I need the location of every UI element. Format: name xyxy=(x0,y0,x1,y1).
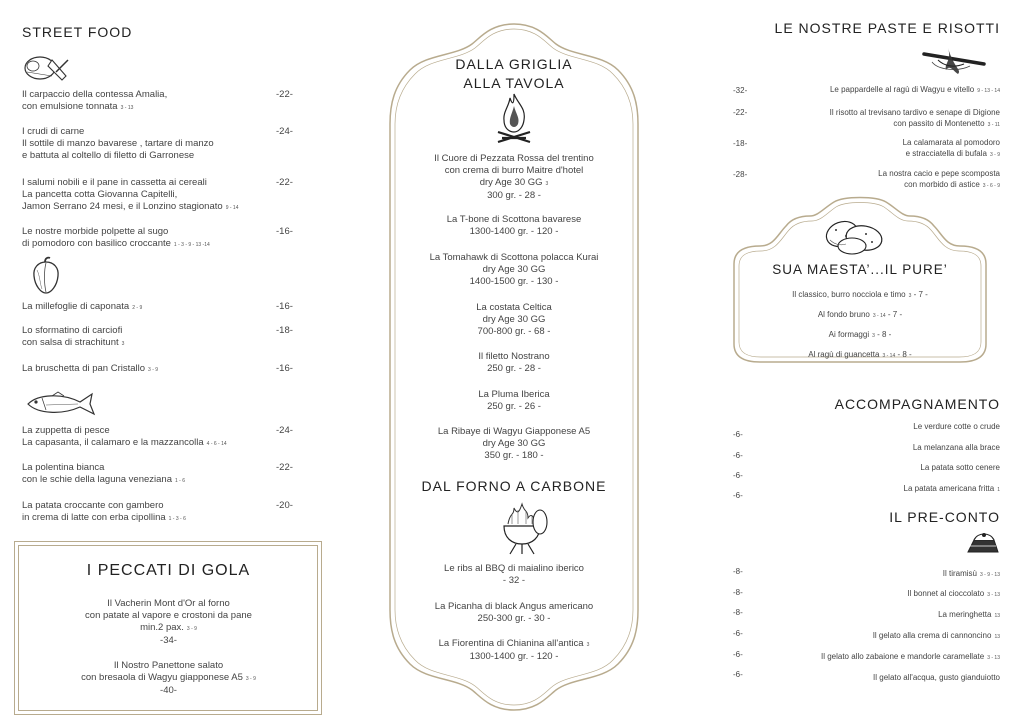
menu-item: Il Vacherin Mont d'Or al forno con patate al vapore e crostoni da pane min.2 pax. 3 - 9 -34- xyxy=(85,598,252,646)
griglia-title: DALLA GRIGLIA ALLA TAVOLA xyxy=(455,56,573,91)
menu-item: La patata americana fritta 1 xyxy=(903,484,1000,493)
pasta-icon xyxy=(918,42,992,76)
menu-item: La T-bone di Scottona bavarese 1300-1400 gr. - 120 - xyxy=(446,214,582,237)
menu-item: La Fiorentina di Chianina all'antica 3 1300-1400 gr. - 120 - xyxy=(438,638,590,662)
menu-item: Il Cuore di Pezzata Rossa del trentino con crema di burro Maitre d'hotel dry Age 30 GG 3 300 gr. - 28 - xyxy=(434,153,594,201)
menu-item: Le verdure cotte o crude xyxy=(913,422,1000,431)
price: -6- xyxy=(733,670,743,679)
menu-item: La melanzana alla brace xyxy=(912,443,1000,452)
menu-item: Il classico, burro nocciola e timo 3 - 7 - xyxy=(792,290,928,299)
price: -6- xyxy=(733,471,743,480)
ham-icon xyxy=(22,50,74,84)
price: -18- xyxy=(276,325,293,336)
price: -32- xyxy=(733,86,748,95)
price: -20- xyxy=(276,500,293,511)
pure-title: SUA MAESTA’...IL PURE’ xyxy=(772,262,948,277)
price: -6- xyxy=(733,451,743,460)
price: -24- xyxy=(276,425,293,436)
price: -6- xyxy=(733,650,743,659)
menu-item: La Picanha di black Angus americano 250-300 gr. - 30 - xyxy=(434,601,594,624)
menu-item: La patata croccante con gambero in crema di latte con erba cipollina 1 - 3 - 6 xyxy=(22,500,186,523)
menu-item: La nostra cacio e pepe scomposta con morbido di astice 3 - 6 - 9 xyxy=(878,169,1000,189)
menu-item: La Tomahawk di Scottona polacca Kurai dry Age 30 GG 1400-1500 gr. - 130 - xyxy=(429,252,599,287)
menu-item: La patata sotto cenere xyxy=(920,463,1000,472)
price: -22- xyxy=(276,462,293,473)
menu-item: Il risotto al trevisano tardivo e senape di Digione con passito di Montenetto 3 - 11 xyxy=(829,108,1000,128)
menu-item: La costata Celtica dry Age 30 GG 700-800 gr. - 68 - xyxy=(476,302,552,337)
campfire-icon xyxy=(494,92,534,146)
menu-item: La calamarata al pomodoro e stracciatella di bufala 3 - 9 xyxy=(902,138,1000,158)
price: -22- xyxy=(276,177,293,188)
menu-item: Il carpaccio della contessa Amalia, con emulsione tonnata 3 - 13 xyxy=(22,89,168,112)
pepper-icon xyxy=(28,256,64,296)
pre-conto-title: IL PRE-CONTO xyxy=(889,509,1000,525)
price: -28- xyxy=(733,170,748,179)
menu-item: Ai formaggi 3 - 8 - xyxy=(828,330,892,339)
price: -16- xyxy=(276,363,293,374)
price: -18- xyxy=(733,139,748,148)
price: -24- xyxy=(276,126,293,137)
peccati-title: I PECCATI DI GOLA xyxy=(86,562,251,579)
price: -6- xyxy=(733,491,743,500)
street-food-title: STREET FOOD xyxy=(22,24,133,40)
menu-item: I crudi di carne Il sottile di manzo bavarese , tartare di manzo e battuta al coltello di filetto di Garronese xyxy=(22,126,214,161)
menu-item: La bruschetta di pan Cristallo 3 - 9 xyxy=(22,363,159,374)
price: -22- xyxy=(733,108,748,117)
menu-item: La zuppetta di pesce La capasanta, il calamaro e la mazzancolla 4 - 6 - 14 xyxy=(22,425,227,448)
price: -8- xyxy=(733,588,743,597)
potatoes-icon xyxy=(822,210,886,256)
price: -8- xyxy=(733,567,743,576)
price: -6- xyxy=(733,629,743,638)
price: -6- xyxy=(733,430,743,439)
price: -16- xyxy=(276,301,293,312)
menu-item: Le nostre morbide polpette al sugo di pomodoro con basilico croccante 1 - 3 - 9 - 13 -14 xyxy=(22,226,210,249)
price: -22- xyxy=(276,89,293,100)
menu-item: La Ribaye di Wagyu Giapponese A5 dry Age 30 GG 350 gr. - 180 - xyxy=(437,426,591,461)
forno-title: DAL FORNO A CARBONE xyxy=(421,478,607,494)
menu-item: Il Nostro Panettone salato con bresaola di Wagyu giapponese A5 3 - 9 -40- xyxy=(81,660,256,696)
menu-item: Il gelato alla crema di cannoncino 13 xyxy=(872,631,1000,640)
menu-item: Il bonnet al cioccolato 3 - 13 xyxy=(907,589,1000,598)
menu-item: Al fondo bruno 3 - 14 - 7 - xyxy=(817,310,903,319)
menu-item: Al ragù di guancetta 3 - 14 - 8 - xyxy=(808,350,912,359)
menu-item: Il filetto Nostrano 250 gr. - 28 - xyxy=(478,351,550,374)
menu-item: Il tiramisù 3 - 9 - 13 xyxy=(942,569,1000,578)
menu-item: Lo sformatino di carciofi con salsa di strachitunt 3 xyxy=(22,325,125,348)
menu-item: La Pluma Iberica 250 gr. - 26 - xyxy=(478,389,550,412)
menu-item: La millefoglie di caponata 2 - 9 xyxy=(22,301,143,312)
menu-item: Il gelato allo zabaione e mandorle caramellate 3 - 13 xyxy=(820,652,1000,661)
dessert-icon xyxy=(966,530,1000,558)
menu-item: La meringhetta 13 xyxy=(938,610,1000,619)
menu-item: La polentina bianca con le schie della laguna veneziana 1 - 6 xyxy=(22,462,186,485)
paste-title: LE NOSTRE PASTE E RISOTTI xyxy=(774,20,1000,36)
accompagnamento-title: ACCOMPAGNAMENTO xyxy=(834,396,1000,412)
menu-item: Le ribs al BBQ di maialino iberico - 32 - xyxy=(444,563,584,586)
menu-item: Le pappardelle al ragù di Wagyu e vitello 9 - 13 - 14 xyxy=(829,85,1000,94)
fish-icon xyxy=(22,390,98,418)
menu-item: Il gelato all'acqua, gusto gianduiotto xyxy=(873,673,1000,682)
grill-icon xyxy=(498,502,548,556)
price: -8- xyxy=(733,608,743,617)
menu-item: I salumi nobili e il pane in cassetta ai cereali La pancetta cotta Giovanna Capitelli, Jamon Serrano 24 mesi, e il Lonzino stagionato 9 - 14 xyxy=(22,177,239,212)
price: -16- xyxy=(276,226,293,237)
